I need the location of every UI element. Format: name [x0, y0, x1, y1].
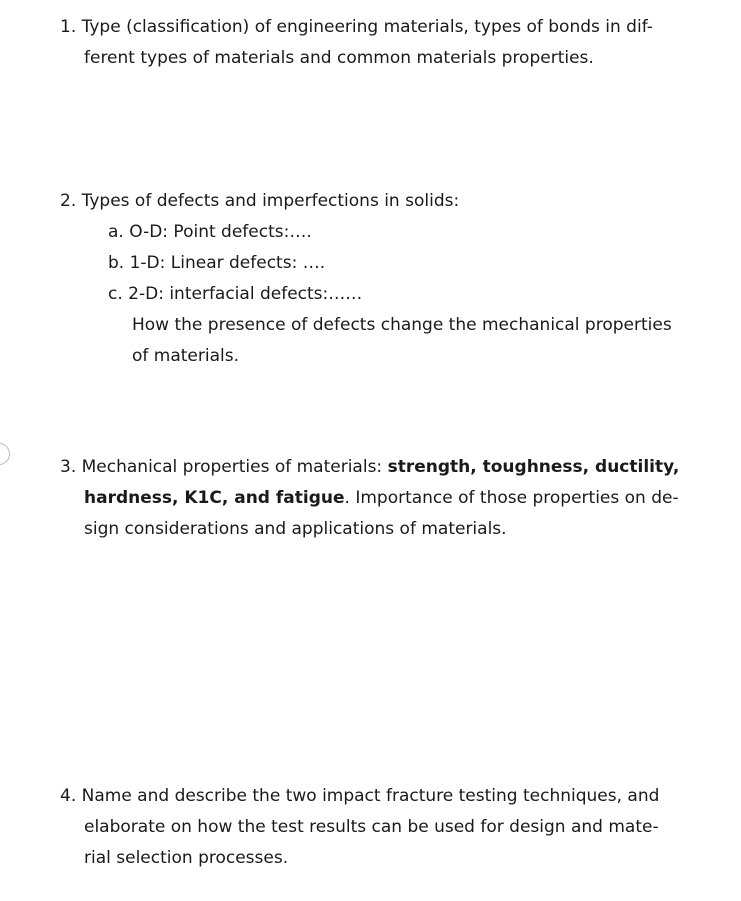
item-1: [60, 12, 720, 74]
item-2-title: 2. Types of defects and imperfections in solids:: [60, 191, 460, 211]
item-1-line-2: ferent types of materials and common materials properties.: [84, 48, 594, 68]
item-2b-linear-defects: b. 1-D: Linear defects: ….: [108, 253, 326, 273]
item-3-line-3: sign considerations and applications of materials.: [84, 519, 507, 539]
item-3: [60, 452, 720, 545]
item-4-line-3: rial selection processes.: [84, 848, 289, 868]
item-2-note-line-1: How the presence of defects change the mechanical properties: [132, 315, 672, 335]
item-2: [60, 186, 720, 372]
item-4: [60, 781, 720, 874]
item-3-line-2: [60, 483, 720, 514]
item-3-line-1: [60, 452, 720, 483]
item-2-note-line-2: of materials.: [132, 346, 240, 366]
item-3-lead: 3. Mechanical properties of materials:: [60, 457, 388, 477]
margin-bracket-mark: [0, 443, 10, 465]
item-3-bold-properties-2: hardness, K1C, and fatigue: [84, 488, 345, 508]
item-4-line-1: 4. Name and describe the two impact fracture testing techniques, and: [60, 786, 660, 806]
item-2c-interfacial-defects: c. 2-D: interfacial defects:……: [108, 284, 363, 304]
item-3-rest: . Importance of those properties on de-: [344, 488, 679, 508]
item-3-bold-properties-1: strength, toughness, ductility,: [387, 457, 680, 477]
item-1-line-1: 1. Type (classification) of engineering materials, types of bonds in dif-: [60, 17, 653, 37]
item-2a-point-defects: a. O-D: Point defects:….: [108, 222, 312, 242]
item-4-line-2: elaborate on how the test results can be used for design and mate-: [84, 817, 659, 837]
